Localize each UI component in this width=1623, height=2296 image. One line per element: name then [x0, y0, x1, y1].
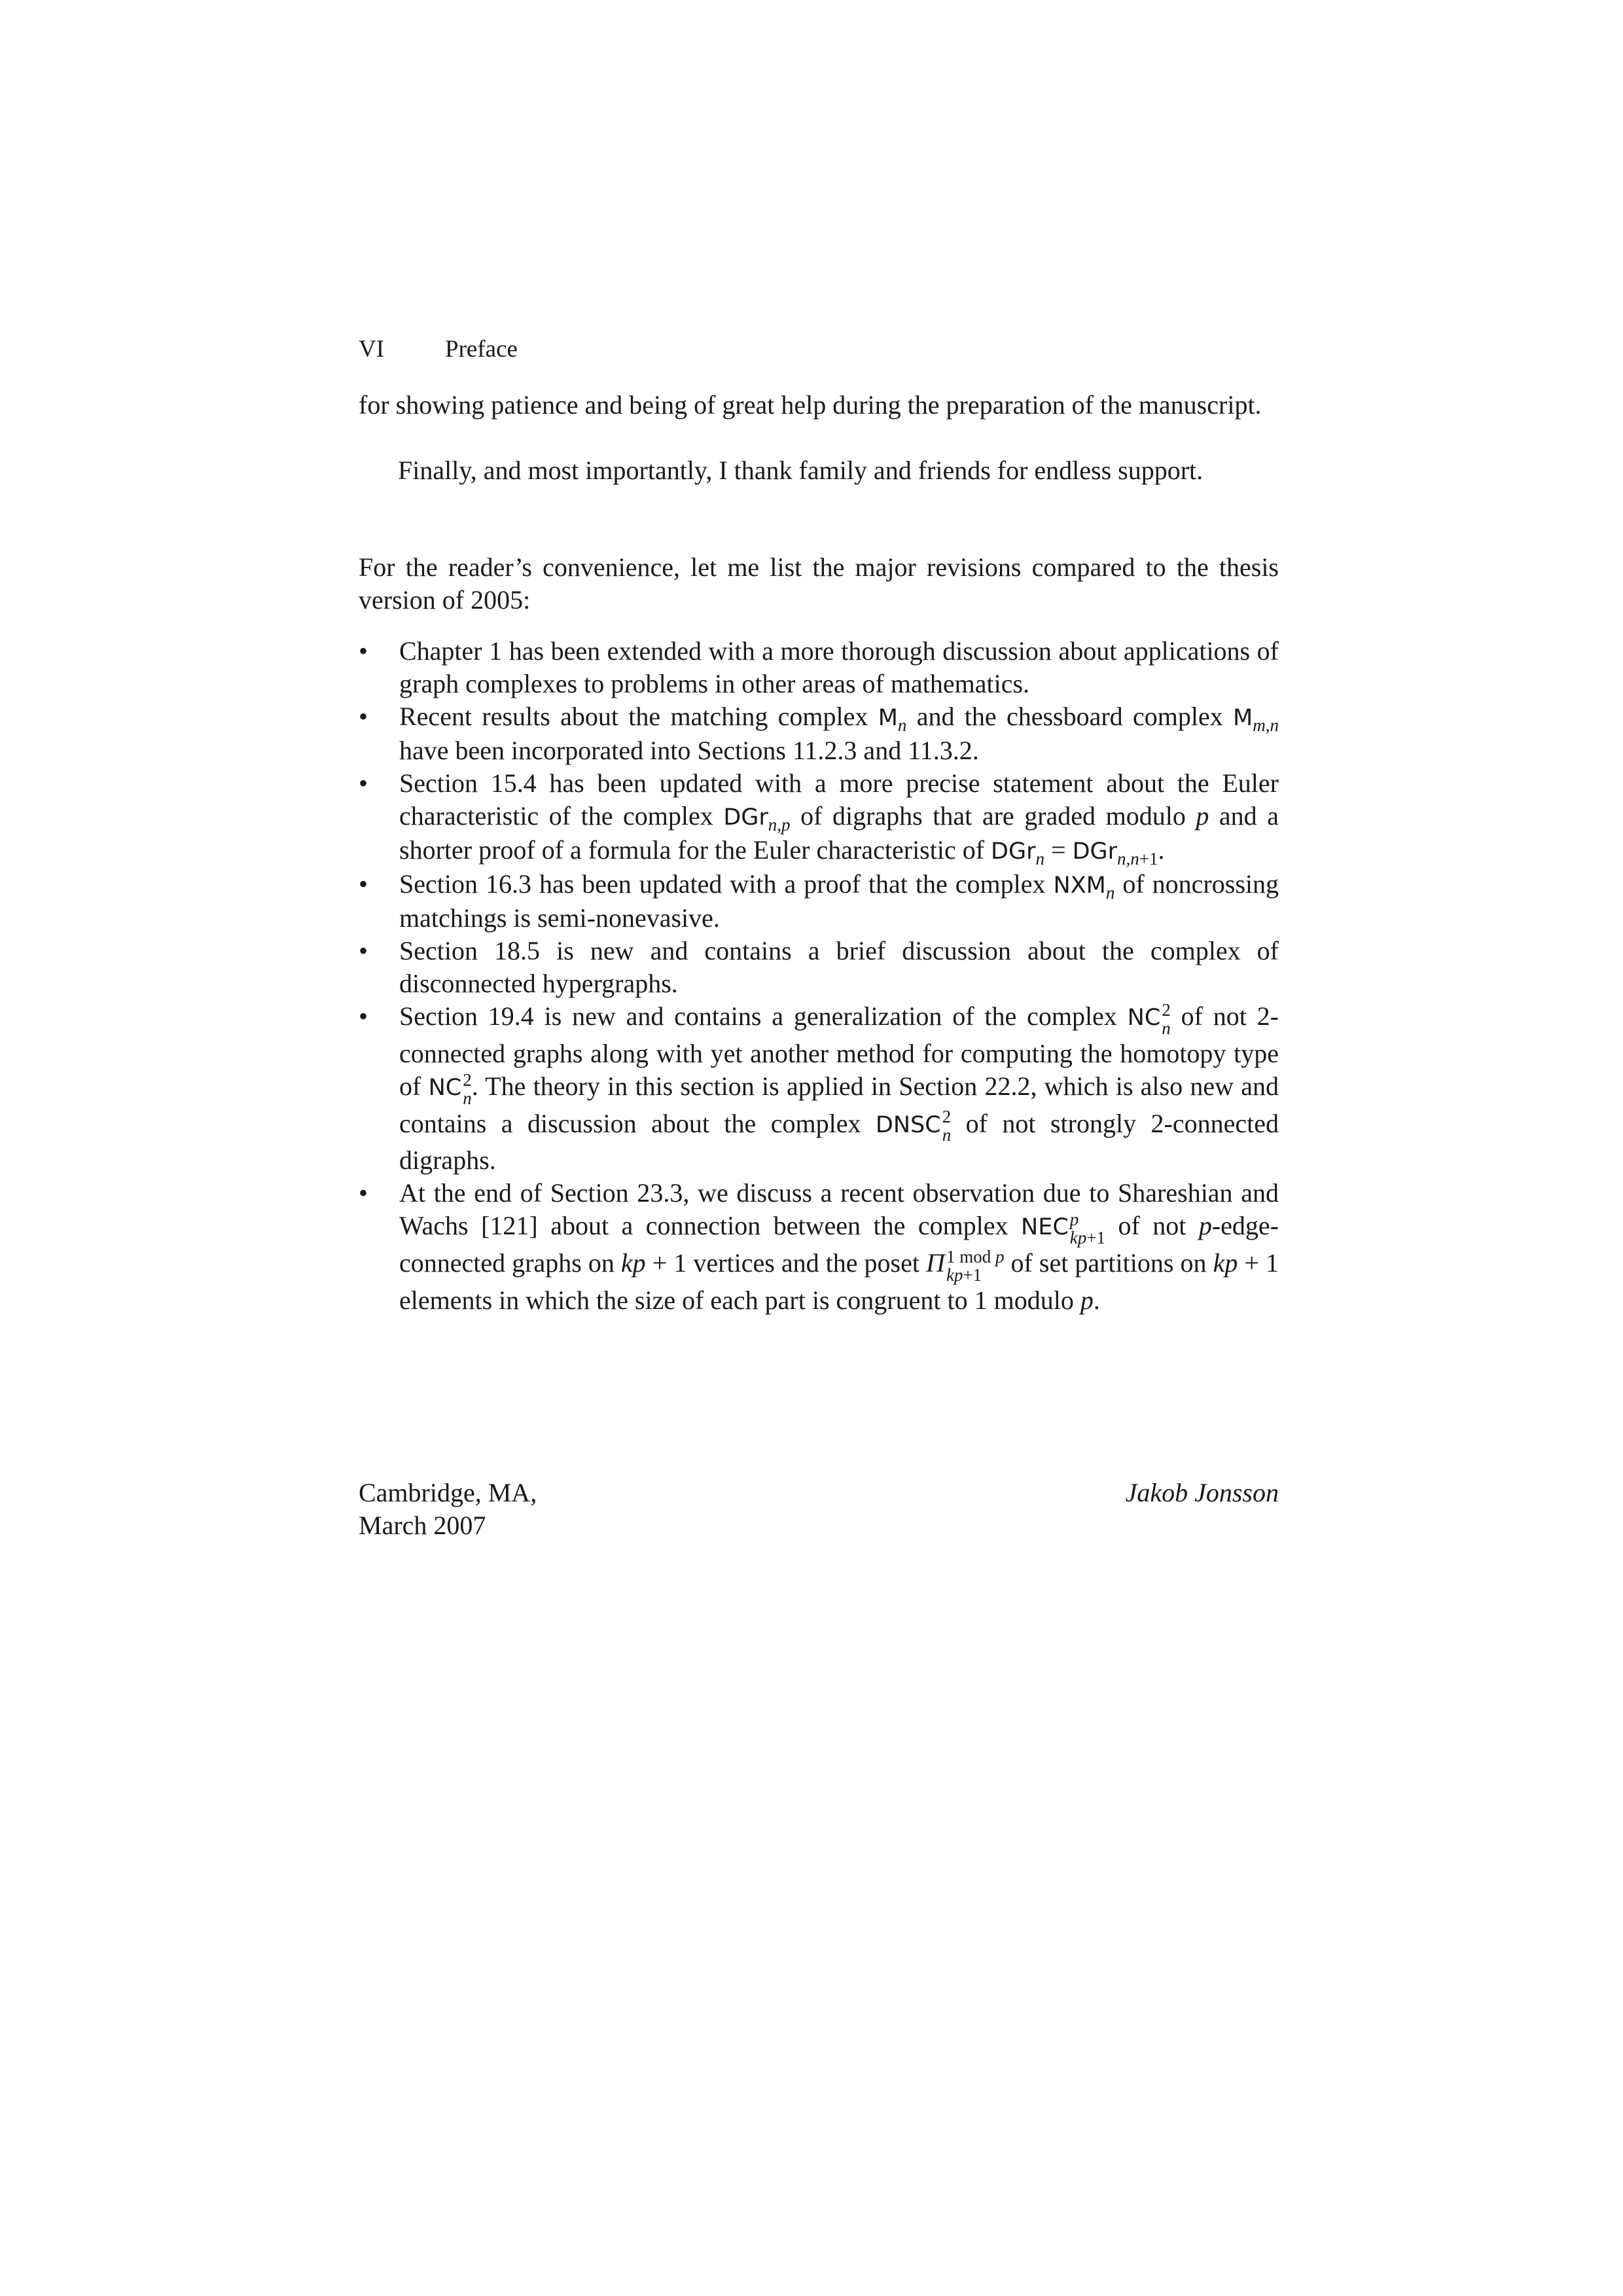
- signature-author: Jakob Jonsson: [1125, 1478, 1279, 1507]
- bullet-icon: •: [359, 936, 368, 965]
- math-pi-poset: Π 1 mod p kp+1: [926, 1247, 1005, 1285]
- math-kp1: kp + 1: [620, 1248, 687, 1278]
- list-item: • Section 15.4 has been updated with a more precise statement about the Euler characteristic of the complex DGr$_{n,p}$ of digraphs that are graded modulo p and a shorter proof of a formula for the Euler characteristic of DGr$_n$ = DGr$_{n,n+1}$.: [359, 768, 1279, 869]
- math-dgr-np: DGr$_{n,p}$: [723, 804, 791, 834]
- signature-place: Cambridge, MA,: [359, 1478, 537, 1507]
- bullet-icon: •: [359, 768, 368, 798]
- math-matching-complex: $M_n$: [878, 705, 907, 735]
- list-item: • Chapter 1 has been extended with a more thorough discussion about applications of graph complexes to problems in other areas of mathematics.: [359, 636, 1279, 698]
- math-p: p.: [1080, 1285, 1100, 1316]
- bullet-icon: •: [359, 1001, 368, 1031]
- list-item: • Section 18.5 is new and contains a brief discussion about the complex of disconnected hypergraphs.: [359, 936, 1279, 998]
- signature-date: March 2007: [359, 1511, 486, 1540]
- revisions-list: [359, 635, 1279, 1317]
- bullet-icon: •: [359, 702, 368, 731]
- list-item: • Section 19.4 is new and contains a generalization of the complex NC 2 n of not 2-connected graphs along with yet another method for computing the homotopy type of NC 2 n . The theory in this section is applied in Section 22.2, which is also new and contains a discussion about the complex DNSC 2 n of not strongly 2-connected digraphs.: [359, 999, 1279, 1175]
- running-head: [359, 332, 518, 367]
- math-p: p: [1198, 1211, 1212, 1241]
- bullet-icon: •: [359, 869, 368, 899]
- math-kp1: kp + 1: [1213, 1248, 1279, 1278]
- math-nxm: $NXM_n$: [1053, 872, 1115, 903]
- math-p: p: [1196, 801, 1209, 831]
- math-nec: NEC p kp+1: [1021, 1210, 1105, 1248]
- list-item: • Recent results about the matching complex $M_n$ and the chessboard complex $M_{m,n}$ have been incorporated into Sections 11.2.3 and 11.3.2.: [359, 702, 1279, 765]
- math-dgr-equation: DGr$_n$ = DGr$_{n,n+1}$.: [991, 835, 1165, 869]
- list-item: • Section 16.3 has been updated with a proof that the complex $NXM_n$ of noncrossing matchings is semi-nonevasive.: [359, 869, 1279, 933]
- list-item: • At the end of Section 23.3, we discuss a recent observation due to Shareshian and Wachs [121] about a connection between the complex NEC p kp+1 of not p-edge-connected graphs on kp + 1 vertices and the poset Π 1 mod p kp+1 of set partitions on kp + 1 elements in which the size of each part is congruent to 1 modulo p.: [359, 1178, 1279, 1316]
- section-title: Preface: [445, 336, 518, 363]
- paragraph-3: For the reader’s convenience, let me list the major revisions compared to the thesis version of 2005:: [359, 552, 1279, 615]
- page-number: VI: [359, 336, 385, 363]
- math-dnsc2: DNSC 2 n: [875, 1107, 952, 1145]
- math-chessboard-complex: $M_{m,n}$: [1233, 705, 1279, 735]
- paragraph-2: Finally, and most importantly, I thank family and friends for endless support.: [398, 456, 1204, 485]
- signature-place-date: [359, 1477, 537, 1542]
- bullet-icon: •: [359, 636, 368, 666]
- math-nc2: NC 2 n: [1127, 999, 1171, 1038]
- paragraph-1: for showing patience and being of great help during the preparation of the manuscript.: [359, 390, 1262, 420]
- bullet-icon: •: [359, 1178, 368, 1208]
- math-nc2: NC 2 n: [428, 1069, 472, 1108]
